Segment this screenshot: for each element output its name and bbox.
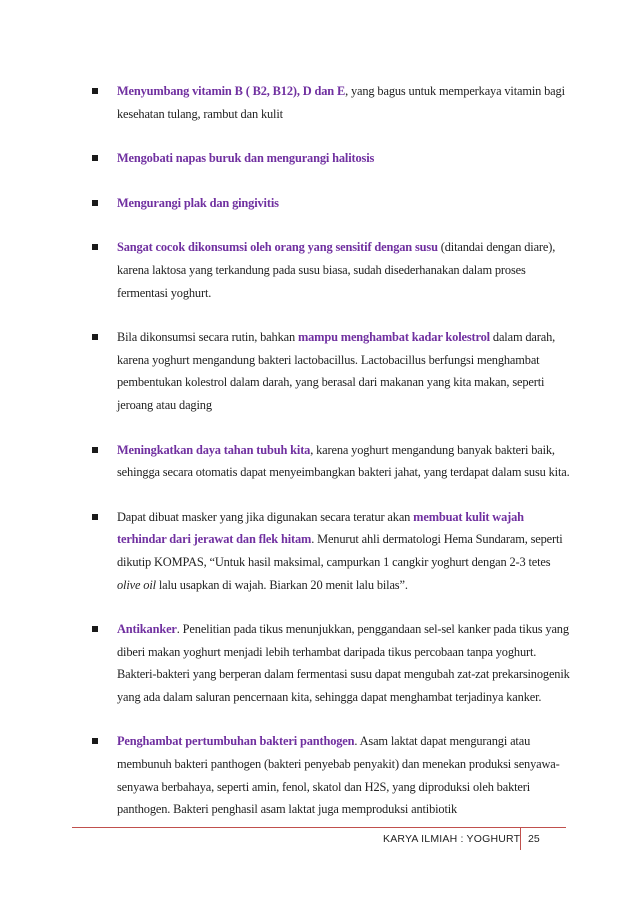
item-text: Antikanker. Penelitian pada tikus menunjukkan, penggandaan sel-sel kanker pada tikus yang diberi makan yoghurt menjadi lebih terhambat daripada tikus percobaan tanpa yoghurt. Bakteri-bakteri yang berperan dalam fermentasi susu dapat mengubah zat-zat prekarsinogenik yang ada dalam saluran pencernaan kita, sehingga dapat menghambat terjadinya kanker. xyxy=(117,622,570,704)
footer-separator xyxy=(520,828,521,850)
square-bullet-icon xyxy=(92,447,98,453)
square-bullet-icon xyxy=(92,514,98,520)
item-text: Bila dikonsumsi secara rutin, bahkan mampu menghambat kadar kolestrol dalam darah, karena yoghurt mengandung bakteri lactobacillus. Lactobacillus berfungsi menghambat pembentukan kolestrol dalam darah, yang berasal dari makanan yang kita makan, seperti jeroang atau daging xyxy=(117,330,556,412)
list-item xyxy=(92,618,572,708)
square-bullet-icon xyxy=(92,626,98,632)
item-text: Sangat cocok dikonsumsi oleh orang yang sensitif dengan susu (ditandai dengan diare), karena laktosa yang terkandung pada susu biasa, sudah disederhanakan dalam proses fermentasi yoghurt. xyxy=(117,240,556,300)
page-number: 25 xyxy=(528,833,540,845)
item-text: Mengobati napas buruk dan mengurangi halitosis xyxy=(117,151,375,166)
item-text: Penghambat pertumbuhan bakteri panthogen. Asam laktat dapat mengurangi atau membunuh bakteri panthogen (bakteri penyebab penyakit) dan menekan produksi senyawa-senyawa berbahaya, seperti amin, fenol, skatol dan H2S, yang diproduksi oleh bakteri panthogen. Bakteri penghasil asam laktat juga memproduksi antibiotik xyxy=(117,734,560,817)
benefit-list xyxy=(92,80,572,843)
list-item xyxy=(92,730,572,820)
item-text: Dapat dibuat masker yang jika digunakan secara teratur akan membuat kulit wajah terhindar dari jerawat dan flek hitam. Menurut ahli dermatologi Hema Sundaram, seperti dikutip KOMPAS, “Untuk hasil maksimal, campurkan 1 cangkir yoghurt dengan 2-3 tetes olive oil lalu usapkan di wajah. Biarkan 20 menit lalu bilas”. xyxy=(117,509,563,592)
list-item xyxy=(92,80,572,125)
list-item xyxy=(92,147,572,170)
square-bullet-icon xyxy=(92,200,98,206)
list-item xyxy=(92,192,572,215)
square-bullet-icon xyxy=(92,155,98,161)
item-text: Menyumbang vitamin B ( B2, B12), D dan E, yang bagus untuk memperkaya vitamin bagi kesehatan tulang, rambut dan kulit xyxy=(117,84,565,121)
footer-title: KARYA ILMIAH : YOGHURT xyxy=(383,833,521,845)
square-bullet-icon xyxy=(92,738,98,744)
list-item xyxy=(92,326,572,416)
list-item xyxy=(92,506,572,596)
list-item xyxy=(92,439,572,484)
list-item xyxy=(92,236,572,304)
item-text: Mengurangi plak dan gingivitis xyxy=(117,195,279,210)
item-text: Meningkatkan daya tahan tubuh kita, karena yoghurt mengandung banyak bakteri baik, sehingga secara otomatis dapat menyeimbangkan bakteri jahat, yang terdapat dalam susu kita. xyxy=(117,442,570,480)
square-bullet-icon xyxy=(92,334,98,340)
square-bullet-icon xyxy=(92,88,98,94)
square-bullet-icon xyxy=(92,244,98,250)
